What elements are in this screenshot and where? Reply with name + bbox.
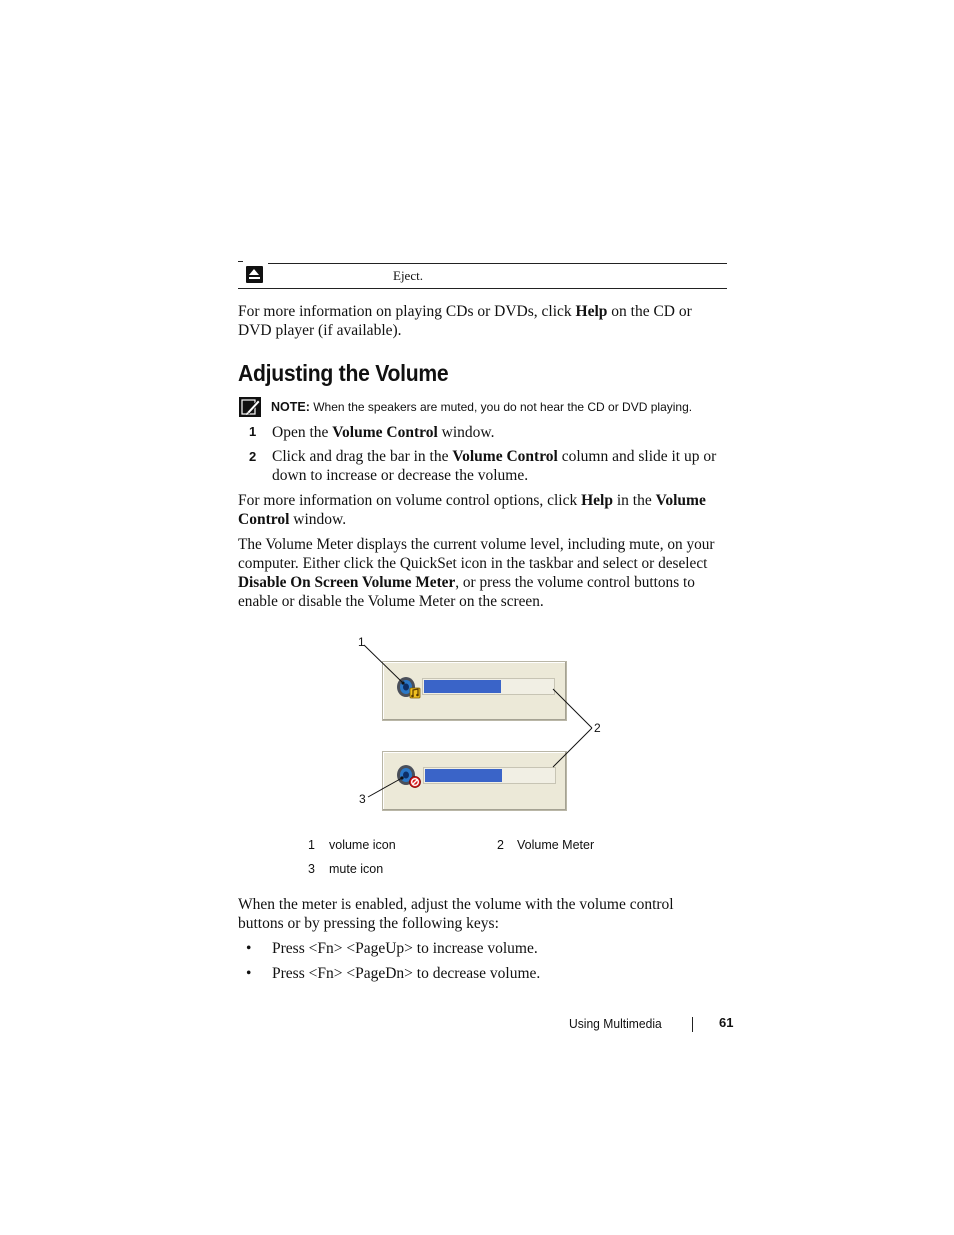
callout-1: 1 (358, 635, 365, 649)
intro-paragraph: For more information on playing CDs or DVDs, click Help on the CD or DVD player (if available). (238, 303, 692, 339)
bullet-marker: • (246, 940, 252, 957)
bullet-item: Press <Fn> <PageDn> to decrease volume. (272, 965, 541, 982)
section-heading: Adjusting the Volume (238, 360, 449, 386)
callout-2: 2 (594, 721, 601, 735)
legend-num: 2 (497, 838, 504, 852)
eject-label: Eject. (393, 268, 423, 283)
options-paragraph: For more information on volume control options, click Help in the Volume Control window. (238, 492, 706, 528)
help-term: Help (575, 303, 608, 320)
legend-num: 1 (308, 838, 315, 852)
step-number: 2 (249, 449, 257, 464)
legend-label: mute icon (329, 862, 384, 876)
step-text: Open the Volume Control window. (272, 424, 495, 441)
page-number: 61 (719, 1015, 734, 1030)
bullet-item: Press <Fn> <PageUp> to increase volume. (272, 940, 538, 957)
keys-paragraph: When the meter is enabled, adjust the volume with the volume control buttons or by pressing the following keys: (238, 896, 674, 932)
legend-label: Volume Meter (517, 838, 595, 852)
callout-3: 3 (359, 792, 366, 806)
bullet-marker: • (246, 965, 252, 982)
footer-section: Using Multimedia (569, 1016, 662, 1031)
legend-num: 3 (308, 862, 315, 876)
step-number: 1 (249, 424, 257, 439)
meter-paragraph: The Volume Meter displays the current volume level, including mute, on your computer. Either click the QuickSet icon in the taskbar and select or deselect Disable On Screen Volume Meter, or press the volume control buttons to enable or disable the Volume Meter on the screen. (238, 536, 715, 610)
footer-divider (692, 1017, 693, 1032)
step-text: Click and drag the bar in the Volume Control column and slide it up or down to increase or decrease the volume. (272, 448, 717, 484)
note-label: NOTE: (271, 400, 310, 414)
legend-label: volume icon (329, 838, 396, 852)
note-text: NOTE: When the speakers are muted, you do not hear the CD or DVD playing. (271, 400, 693, 414)
